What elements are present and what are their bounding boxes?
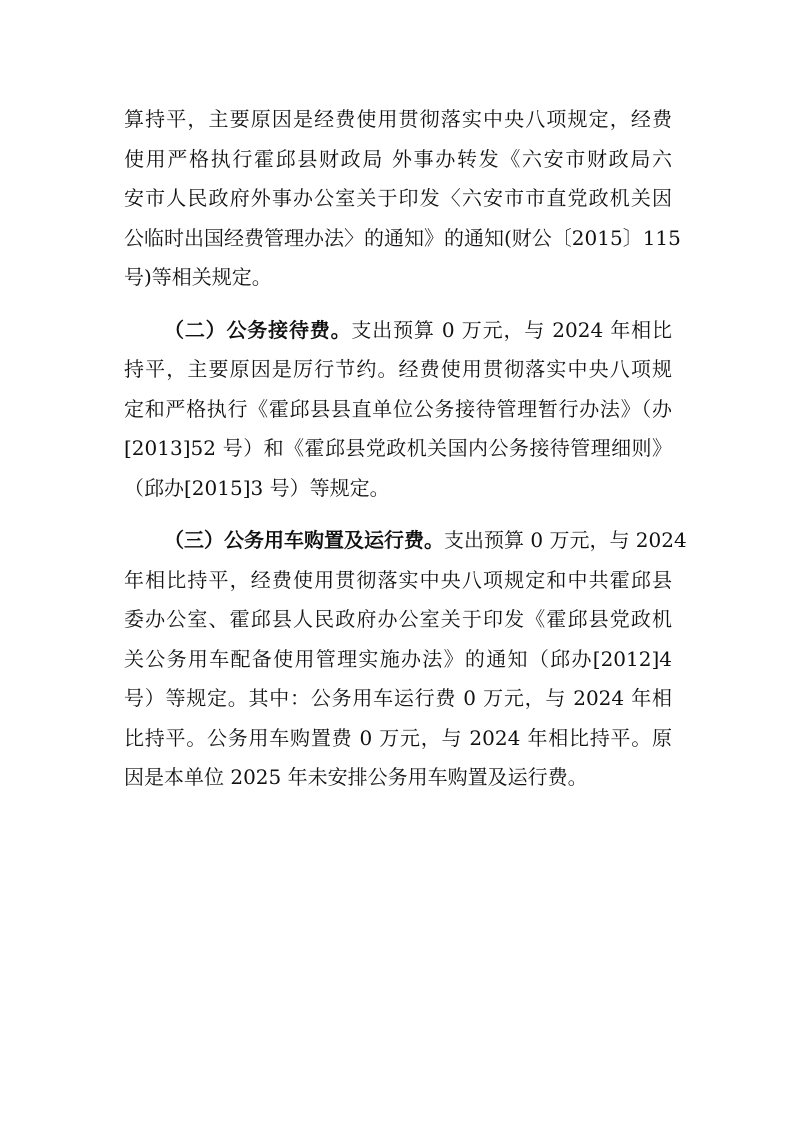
section-heading: （二）公务接待费。 xyxy=(164,317,352,342)
document-body xyxy=(124,100,687,798)
text-line-with-heading xyxy=(124,521,687,561)
text-fragment: 支出预算 0 万元，与 2024 xyxy=(444,528,687,552)
text-line: 使用严格执行霍邱县财政局 外事办转发《六安市财政局六 xyxy=(124,146,672,171)
text-line: 关公务用车配备使用管理实施办法》的通知（邱办[2012]4 xyxy=(124,646,672,671)
text-line: 年相比持平，经费使用贯彻落实中央八项规定和中共霍邱县 xyxy=(124,567,672,592)
paragraph-gap xyxy=(124,298,672,311)
text-line: 委办公室、霍邱县人民政府办公室关于印发《霍邱县党政机 xyxy=(124,607,672,631)
text-line: 安市人民政府外事办公室关于印发〈六安市市直党政机关因 xyxy=(124,186,672,210)
text-line: 定和严格执行《霍邱县县直单位公务接待管理暂行办法》（办 xyxy=(124,396,672,421)
text-line: 公临时出国经费管理办法〉的通知》的通知(财公〔2015〕115 xyxy=(124,225,681,250)
paragraph-travel-abroad xyxy=(124,100,681,298)
section-heading: （三）公务用车购置及运行费。 xyxy=(164,528,444,552)
text-line: 号)等相关规定。 xyxy=(124,265,272,289)
text-line: 比持平。公务用车购置费 0 万元，与 2024 年相比持平。原 xyxy=(124,725,672,750)
text-fragment: 支出预算 0 万元，与 2024 年相比 xyxy=(351,317,673,342)
paragraph-reception xyxy=(124,311,672,509)
text-line: 因是本单位 2025 年未安排公务用车购置及运行费。 xyxy=(124,765,588,789)
text-line-with-heading xyxy=(124,311,672,351)
paragraph-vehicles xyxy=(124,521,687,798)
paragraph-gap xyxy=(124,508,672,521)
text-line: （邱办[2015]3 号）等规定。 xyxy=(124,475,390,500)
text-line: [2013]52 号）和《霍邱县党政机关国内公务接待管理细则》 xyxy=(124,436,672,460)
text-line: 持平，主要原因是厉行节约。经费使用贯彻落实中央八项规 xyxy=(124,357,672,381)
text-line: 号）等规定。其中：公务用车运行费 0 万元，与 2024 年相 xyxy=(124,686,672,710)
text-line: 算持平，主要原因是经费使用贯彻落实中央八项规定，经费 xyxy=(124,107,672,131)
